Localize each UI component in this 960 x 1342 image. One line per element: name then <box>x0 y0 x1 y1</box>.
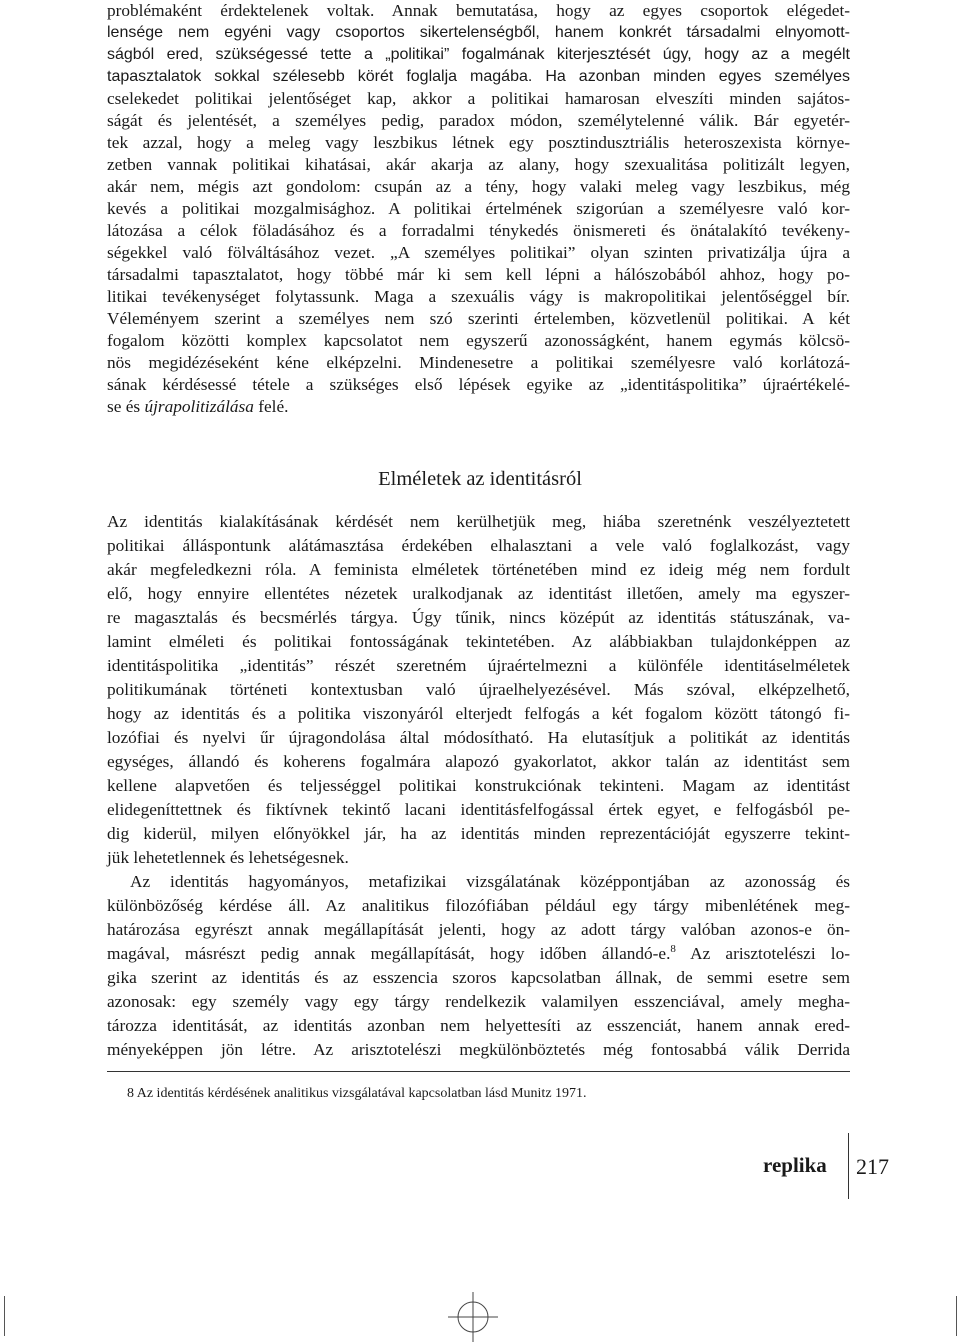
text-line: zetben vannak politikai kihatásai, akár akarja az alany, hogy szexualitása politizált legyen, <box>107 155 850 174</box>
text-line: társadalmi tapasztalatot, hogy többé már ki sem kell lépni a hálószobából ahhoz, hogy po- <box>107 265 850 284</box>
italic-term: újrapolitizálása <box>144 397 254 416</box>
text-line: fogalom közötti komplex kapcsolatot nem egyszerű azonosságként, hanem egymás kölcsö- <box>107 331 850 350</box>
footnote-marker: 8 <box>670 943 676 956</box>
text-line: cselekedet politikai jelentőséget kap, akkor a politikai hamarosan elveszíti minden sajátos- <box>107 89 850 108</box>
text-line: politikumának történeti kontextusban való újraelhelyezésével. Más szóval, elképzelhető, <box>107 680 850 699</box>
text-line: lensége nem egyéni vagy csoportos sikertelenségből, hanem konkrét társadalmi elnyomott- <box>107 24 850 41</box>
text-line: kellene alapvetően és teljességgel politikai konstrukciónak tekinteni. Magam az identitást <box>107 776 850 795</box>
text-line: elidegeníttettnek és fiktívnek tekintő lacani identitásfelfogással értek egyet, e felfogásból pe- <box>107 800 850 819</box>
text-line: problémaként érdektelenek voltak. Annak bemutatása, hogy az egyes csoportok elégedet- <box>107 1 850 20</box>
text-line: gika szerint az identitás és az esszencia szoros kapcsolatban állnak, de semmi esetre sem <box>107 968 850 987</box>
crop-mark <box>4 1296 5 1336</box>
text-line: jük lehetetlennek és lehetségesnek. <box>107 848 349 867</box>
text-line: sának kérdésessé tétele a szükséges első lépések egyike az „identitáspolitika” újraértékelé- <box>107 375 850 394</box>
vertical-divider <box>848 1133 849 1199</box>
section-heading: Elméletek az identitásról <box>378 468 582 490</box>
text-line: nös megidézéseként kéne elképzelni. Mindenesetre a politikai személyesre való korlátozá- <box>107 353 850 372</box>
text-line: re magasztalás és becsmérlés tárgya. Úgy tűnik, nincs középút az identitás státuszának, va- <box>107 608 850 627</box>
text-line: elő, hogy ennyire ellentétes nézetek uralkodjanak az identitást illetően, amely ma egyszer- <box>107 584 850 603</box>
footnote-divider <box>107 1071 850 1072</box>
text-line: identitáspolitika „identitás” részét szeretném újraértelmezni a különféle identitáselméletek <box>107 656 850 675</box>
text-line: ményeképpen jön létre. Az arisztotelészi megkülönböztetés még fontosabbá válik Derrida <box>107 1040 850 1059</box>
registration-mark-icon <box>448 1292 498 1342</box>
text-line: tározza identitását, az identitás azonban nem helyettesíti az esszenciát, hanem annak ered- <box>107 1016 850 1035</box>
journal-name: replika <box>763 1153 827 1177</box>
text-line: határozása egyrészt annak megállapítását jelenti, hogy az adott tárgy valóban azonos-e ön- <box>107 920 850 939</box>
footnote: 8 Az identitás kérdésének analitikus vizsgálatával kapcsolatban lásd Munitz 1971. <box>127 1086 587 1101</box>
text-line: litikai tevékenységet folytassunk. Maga a szexuális vágy is makropolitikai jelentőséggel bír. <box>107 287 850 306</box>
text-line: akár nem, mégis azt gondolom: csupán az a tény, hogy valaki meleg vagy leszbikus, még <box>107 177 850 196</box>
text-line: lozófiai és nyelvi űr újragondolása által módosítható. Ha elutasítjuk a politikát az identitás <box>107 728 850 747</box>
text-line: látozása a célok föladásához és a forradalmi ténykedés önismereti és önátalakító tevékeny- <box>107 221 850 240</box>
text-line: Az identitás hagyományos, metafizikai vizsgálatának középpontjában az azonosság és <box>130 872 850 891</box>
text-line: dig kiderül, milyen előnyökkel jár, ha az identitás minden reprezentációját egyszerre tekint- <box>107 824 850 843</box>
text-line: ságát és jelentését, a személyes pedig, paradox módon, személytelenné válik. Bár egyetér- <box>107 111 850 130</box>
text-line: Véleményem szerint a személyes nem szó szerinti értelemben, közvetlenül politikai. A két <box>107 309 850 328</box>
text-span: felé. <box>253 397 289 416</box>
text-line: kevés a politikai mozgalmisághoz. A politikai értelmének szigorúan a személyesre való kor- <box>107 199 850 218</box>
text-line: különbözőség kérdése áll. Az analitikus filozófiában például egy tárgy mibenlétének meg- <box>107 896 850 915</box>
text-line: akár megfeledkezni róla. A feminista elméletek történetében mind ez ideig még nem fordult <box>107 560 850 579</box>
page-number: 217 <box>856 1154 889 1179</box>
text-line: tek azzal, hogy a meleg vagy leszbikus létnek egy posztindusztriális heteroszexista környe- <box>107 133 850 152</box>
text-line: egységes, állandó és koherens fogalmára alapozó gyakorlatot, akkor talán az identitást sem <box>107 752 850 771</box>
text-line: ségekkel való fölváltásához vezet. „A személyes politikai” olyan szinten privatizálja újra a <box>107 243 850 262</box>
text-span: se és <box>107 397 145 416</box>
text-line: hogy az identitás és a politika viszonyáról elterjedt felfogás a két fogalom között tátongó fi- <box>107 704 850 723</box>
text-line <box>107 943 850 965</box>
text-line: tapasztalatok sokkal szélesebb körét foglalja magába. Ha azonban minden egyes személyes <box>107 68 850 85</box>
text-line: lamint elméleti és politikai fontosságának tekintetében. Az alábbiakban tulajdonképpen az <box>107 632 850 651</box>
text-span: magával, másrészt pedig annak megállapítását, hogy időben állandó-e. <box>107 944 671 963</box>
crop-mark <box>956 1296 957 1336</box>
text-line: Az identitás kialakításának kérdését nem kerülhetjük meg, hiába szeretnénk veszélyeztetett <box>107 512 850 531</box>
text-line: azonosak: egy személy vagy egy tárgy rendelkezik valamilyen esszenciával, amely megha- <box>107 992 850 1011</box>
text-line <box>107 396 288 418</box>
text-span: Az arisztotelészi lo- <box>675 944 850 963</box>
text-line: ságból ered, szükségessé tette a „politikai” fogalmának kiterjesztését úgy, hogy az a megélt <box>107 46 850 63</box>
text-line: politikai álláspontunk alátámasztása érdekében elhalasztani a vele való foglalkozást, vagy <box>107 536 850 555</box>
